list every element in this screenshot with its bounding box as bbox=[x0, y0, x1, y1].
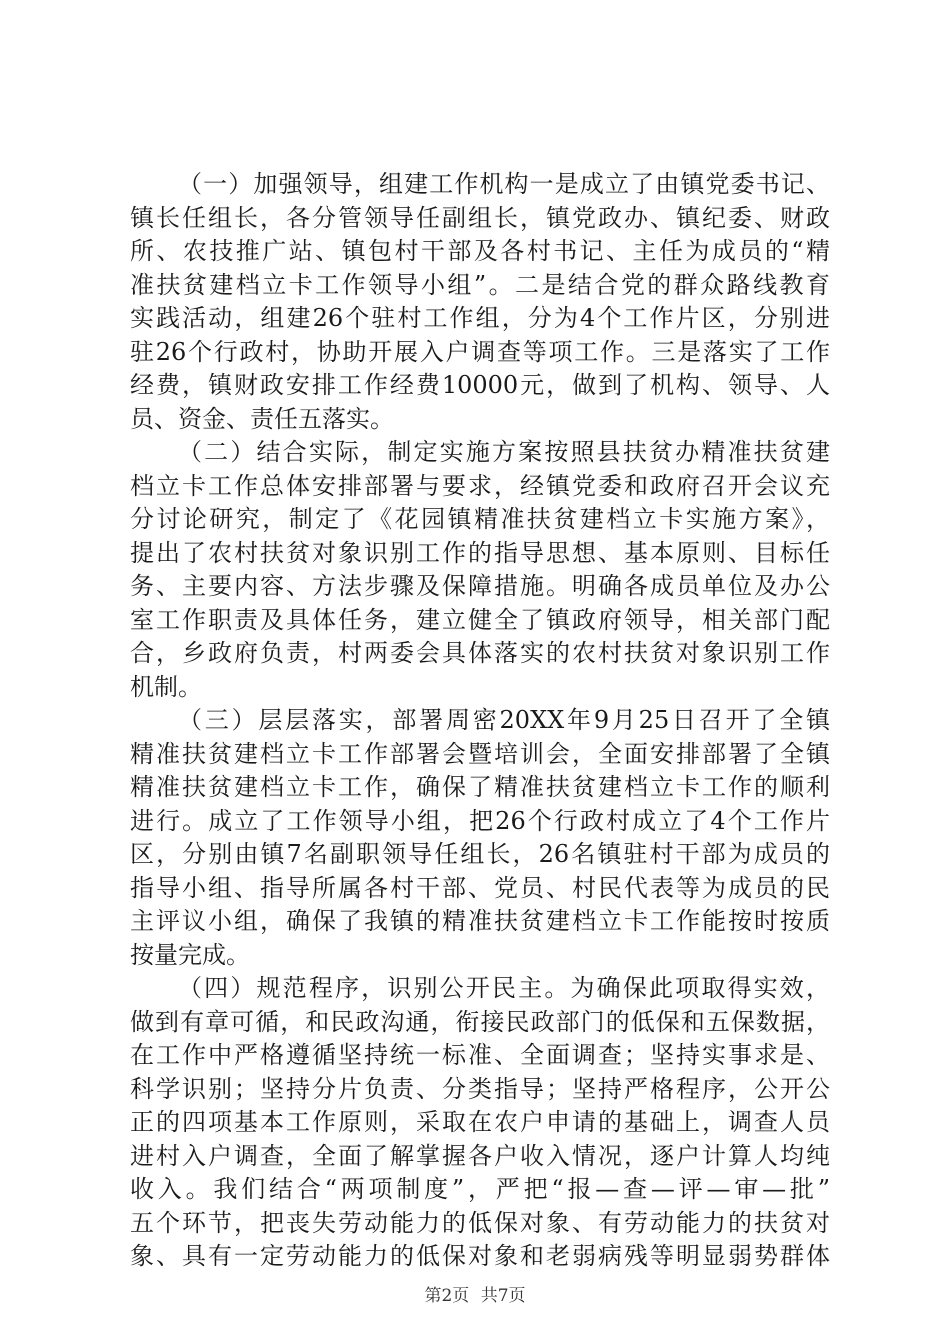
text-line: （四）规范程序，识别公开民主。为确保此项取得实效， bbox=[178, 974, 830, 1002]
text-line: 镇长任组长，各分管领导任副组长，镇党政办、镇纪委、财政 bbox=[130, 203, 830, 232]
text-line: 正的四项基本工作原则，采取在农户申请的基础上，调查人员 bbox=[130, 1108, 830, 1136]
text-line: 在工作中严格遵循坚持统一标准、全面调查；坚持实事求是、 bbox=[130, 1041, 830, 1069]
text-line: 精准扶贫建档立卡工作部署会暨培训会，全面安排部署了全镇 bbox=[130, 739, 830, 768]
paragraph-1 bbox=[130, 168, 830, 436]
text-line: 五个环节，把丧失劳动能力的低保对象、有劳动能力的扶贫对 bbox=[130, 1208, 830, 1237]
text-line: 精准扶贫建档立卡工作，确保了精准扶贫建档立卡工作的顺利 bbox=[130, 773, 830, 801]
text-line: 做到有章可循，和民政沟通，衔接民政部门的低保和五保数据， bbox=[130, 1007, 830, 1036]
text-line: 所、农技推广站、镇包村干部及各村书记、主任为成员的“精 bbox=[130, 237, 830, 265]
text-line: 员、资金、责任五落实。 bbox=[130, 404, 394, 433]
text-line: 指导小组、指导所属各村干部、党员、村民代表等为成员的民 bbox=[130, 873, 830, 902]
text-line: 机制。 bbox=[130, 672, 202, 701]
text-line: （一）加强领导，组建工作机构一是成立了由镇党委书记、 bbox=[178, 170, 830, 198]
text-line: 按量完成。 bbox=[130, 940, 250, 969]
text-line: 进村入户调查，全面了解掌握各户收入情况，逐户计算人均纯 bbox=[130, 1141, 830, 1170]
text-line: 合，乡政府负责，村两委会具体落实的农村扶贫对象识别工作 bbox=[130, 639, 830, 667]
text-line: 准扶贫建档立卡工作领导小组”。二是结合党的群众路线教育 bbox=[130, 270, 830, 299]
text-line: 经费，镇财政安排工作经费10000元，做到了机构、领导、人 bbox=[130, 371, 830, 399]
text-line: 收入。我们结合“两项制度”，严把“报—查—评—审—批” bbox=[130, 1175, 830, 1203]
text-line: 主评议小组，确保了我镇的精准扶贫建档立卡工作能按时按质 bbox=[130, 907, 830, 935]
paragraph-4 bbox=[130, 972, 830, 1274]
text-line: 区，分别由镇7名副职领导任组长，26名镇驻村干部为成员的 bbox=[130, 840, 830, 868]
text-line: （三）层层落实，部署周密20XX年9月25日召开了全镇 bbox=[178, 706, 830, 734]
paragraph-2 bbox=[130, 436, 830, 704]
text-line: 档立卡工作总体安排部署与要求，经镇党委和政府召开会议充 bbox=[130, 471, 830, 500]
text-line: 室工作职责及具体任务，建立健全了镇政府领导，相关部门配 bbox=[130, 605, 830, 634]
text-line: 提出了农村扶贫对象识别工作的指导思想、基本原则、目标任 bbox=[130, 538, 830, 567]
text-line: 务、主要内容、方法步骤及保障措施。明确各成员单位及办公 bbox=[130, 572, 830, 600]
text-line: 象、具有一定劳动能力的低保对象和老弱病残等明显弱势群体 bbox=[130, 1242, 830, 1270]
text-line: 驻26个行政村，协助开展入户调查等项工作。三是落实了工作 bbox=[130, 337, 830, 366]
text-line: 分讨论研究，制定了《花园镇精准扶贫建档立卡实施方案》， bbox=[130, 505, 830, 533]
text-line: 科学识别；坚持分片负责、分类指导；坚持严格程序，公开公 bbox=[130, 1074, 830, 1103]
page-number-footer: 第2页 共7页 bbox=[424, 1286, 526, 1306]
text-line: （二）结合实际，制定实施方案按照县扶贫办精准扶贫建 bbox=[178, 438, 830, 466]
paragraph-3 bbox=[130, 704, 830, 972]
document-body bbox=[130, 168, 830, 1274]
text-line: 进行。成立了工作领导小组，把26个行政村成立了4个工作片 bbox=[130, 806, 830, 835]
text-line: 实践活动，组建26个驻村工作组，分为4个工作片区，分别进 bbox=[130, 304, 830, 332]
